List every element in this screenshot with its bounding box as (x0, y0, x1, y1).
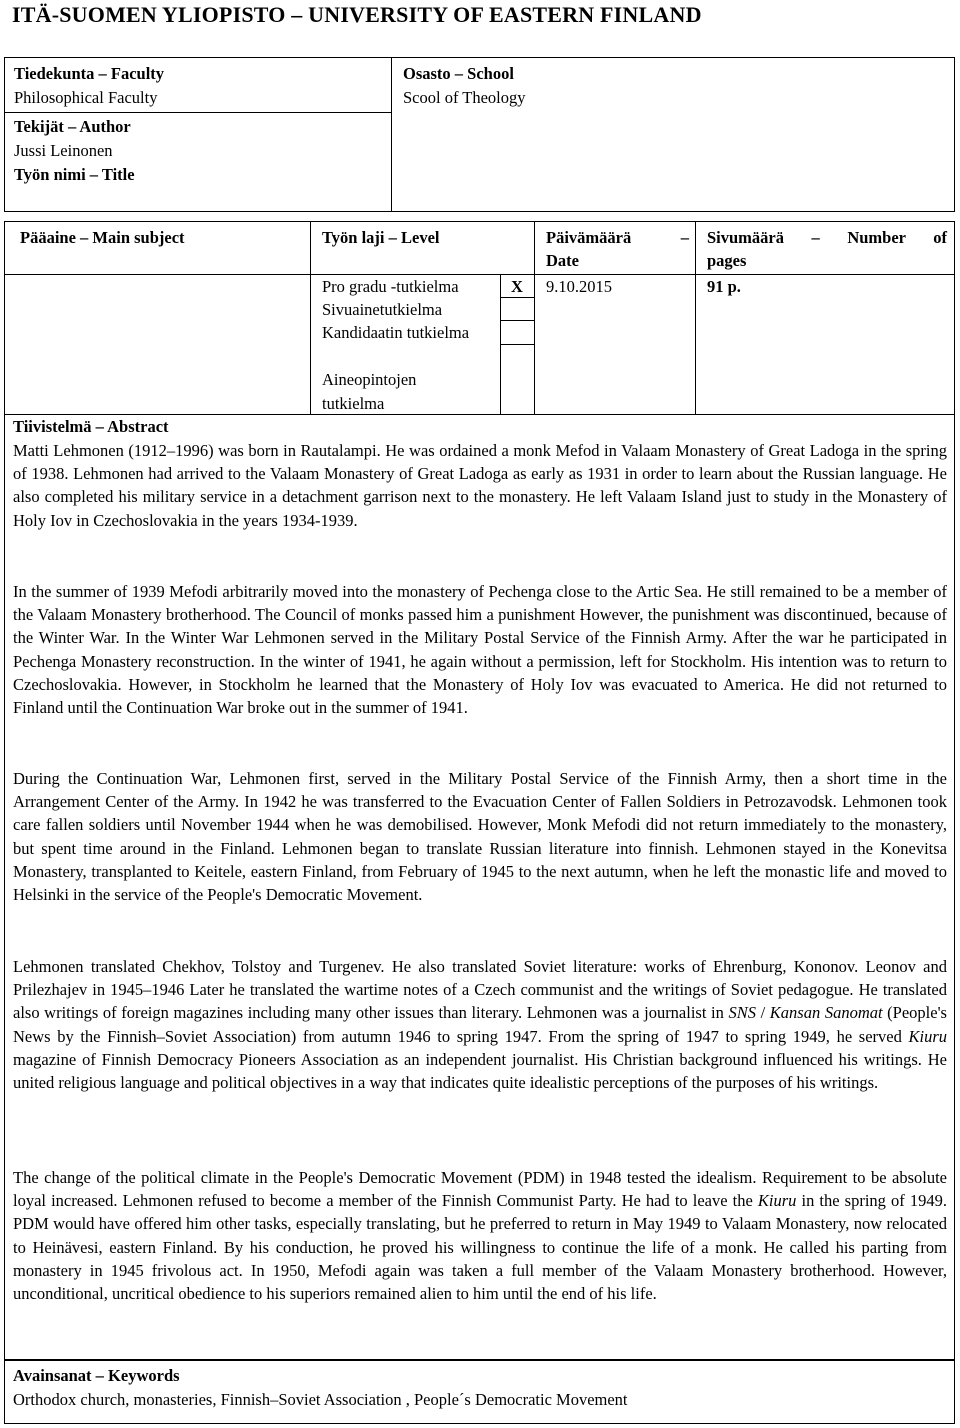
date-col-divider (534, 222, 535, 414)
level-label: Työn laji – Level (322, 228, 440, 247)
title-label: Työn nimi – Title (14, 165, 135, 184)
abstract-paragraph-4 (13, 955, 947, 1094)
mark-row-divider-2 (500, 320, 534, 321)
p5-kiuru: Kiuru (757, 1191, 797, 1211)
level-header-divider (5, 274, 954, 275)
mark-row-divider-3 (500, 344, 534, 345)
pages-col-divider (695, 222, 696, 414)
level-table (4, 221, 955, 415)
author-value: Jussi Leinonen (14, 141, 113, 160)
pages-label-line2: pages (707, 251, 747, 270)
thesis-info-box (4, 57, 955, 212)
level-option-4: Aineopintojen tutkielma (322, 370, 417, 413)
keywords-label: Avainsanat – Keywords (13, 1366, 180, 1385)
abstract-paragraph-5 (13, 1166, 947, 1305)
abstract-label: Tiivistelmä – Abstract (13, 417, 169, 436)
p4-sns: SNS (728, 1003, 756, 1023)
level-col-divider (310, 222, 311, 414)
p4-text-b: (People's News by the Finnish–Soviet Association) from autumn 1946 to spring 1947. From the spring of 1947 to spring 1949, he served (13, 1003, 947, 1046)
main-subject-label: Pääaine – Main subject (20, 228, 185, 247)
level-option-3: Kandidaatin tutkielma (322, 323, 470, 342)
p4-kiuru: Kiuru (908, 1026, 947, 1046)
faculty-label: Tiedekunta – Faculty (14, 64, 165, 83)
p5-text-b: in the spring of 1949. PDM would have offered him other tasks, especially translating, but he preferred to return in May 1949 to Valaam Monastery, now relocated to Heinävesi, eastern Finland. By his conduction, he proved his willingness to continue the life of a monk. He called his parting from monastery in 1945 frivolous act. In 1950, Mefodi again was taken a full member of the Valaam Monastery brotherhood. However, unconditional, uncritical obedience to his superiors remained alien to him until the end of his life. (13, 1191, 947, 1304)
date-value: 9.10.2015 (546, 277, 612, 296)
school-value: Scool of Theology (403, 88, 526, 107)
p4-text-a: Lehmonen translated Chekhov, Tolstoy and Turgenev. He also translated Soviet literature: works of Ehrenburg, Kononov. Leonov and Prilezhajev in 1945–1946 Later he translated the wartime notes of a Czech communist and the writings of Soviet pedagogue. He translated also writings of foreign magazines including many other issues than literary. Lehmonen was a journalist in (13, 957, 947, 1023)
author-label: Tekijät – Author (14, 117, 131, 136)
abstract-paragraph-3: During the Continuation War, Lehmonen first, served in the Military Postal Service of the Finnish Army, then a short time in the Arrangement Center of the Army. In 1942 he was transferred to the Evacuation Center of Fallen Soldiers in Petrozavodsk. Lehmonen took care fallen soldiers until November 1944 when he was demobilised. However, Monk Mefodi did not return immediately to the monastery, but spent time around in the Finland. Lehmonen began to translate Russian literature into finnish. Lehmonen stayed in the Konevitsa Monastery, transplanted to Keitele, eastern Finland, from February of 1945 to the next autumn, when he left the monastic life and moved to Helsinki in the service of the People's Democratic Movement. (13, 769, 947, 905)
university-header: ITÄ-SUOMEN YLIOPISTO – UNIVERSITY OF EASTERN FINLAND (12, 2, 702, 27)
pages-label-line1: Sivumäärä – Number of (707, 228, 947, 247)
p4-text-c: magazine of Finnish Democracy Pioneers Association as an independent journalist. His Christian background influenced his writings. He united religious language and political objectives in a way that indicates quite idealistic perceptions of the purposes of his writings. (13, 1049, 947, 1093)
abstract-paragraph-1: Matti Lehmonen (1912–1996) was born in Rautalampi. He was ordained a monk Mefod in Valaam Monastery of Great Ladoga in the spring of 1938. Lehmonen had arrived to the Valaam Monastery of Great Ladoga as early as 1931 in order to learn about the Russian language. He also completed his military service in a detachment garrison next to the monastery. He left Valaam Island just to study in the Monastery of Holy Iov in Czechoslovakia in the years 1934-1939. (13, 441, 947, 530)
p5-text-a: The change of the political climate in the People's Democratic Movement (PDM) in 1948 tested the idealism. Requirement to be absolute loyal increased. Lehmonen refused to become a member of the Finnish Communist Party. He had to leave the (13, 1168, 947, 1211)
date-label-line2: Date (546, 251, 579, 270)
level-option-1: Pro gradu -tutkielma (322, 277, 459, 296)
faculty-value: Philosophical Faculty (14, 88, 158, 107)
p4-kansan-sanomat: Kansan Sanomat (769, 1003, 883, 1023)
keywords-value: Orthodox church, monasteries, Finnish–Soviet Association , People´s Democratic Movement (13, 1390, 628, 1409)
pages-value: 91 p. (707, 277, 741, 296)
info-row-divider (5, 112, 391, 113)
info-divider (391, 58, 392, 211)
p4-slash: / (756, 1003, 770, 1023)
level-mark-1: X (511, 277, 523, 296)
level-option-2: Sivuainetutkielma (322, 300, 443, 319)
date-label-line1: Päivämäärä – (546, 228, 689, 247)
abstract-paragraph-2: In the summer of 1939 Mefodi arbitrarily moved into the monastery of Pechenga close to the Artic Sea. He still remained to be a member of the Valaam Monastery brotherhood. The Council of monks passed him a punishment However, the punishment was discontinued, because of the Winter War. In the Winter War Lehmonen served in the Military Postal Service of the Finnish Army. After the war he participated in Pechenga Monastery reconstruction. In the winter of 1941, he again without a permission, left for Stockholm. His intention was to return to Czechoslovakia. However, in Stockholm he learned that the Monastery of Holy Iov was evacuated to America. He did not returned to Finland until the Continuation War broke out in the summer of 1941. (13, 582, 947, 718)
school-label: Osasto – School (403, 64, 514, 83)
